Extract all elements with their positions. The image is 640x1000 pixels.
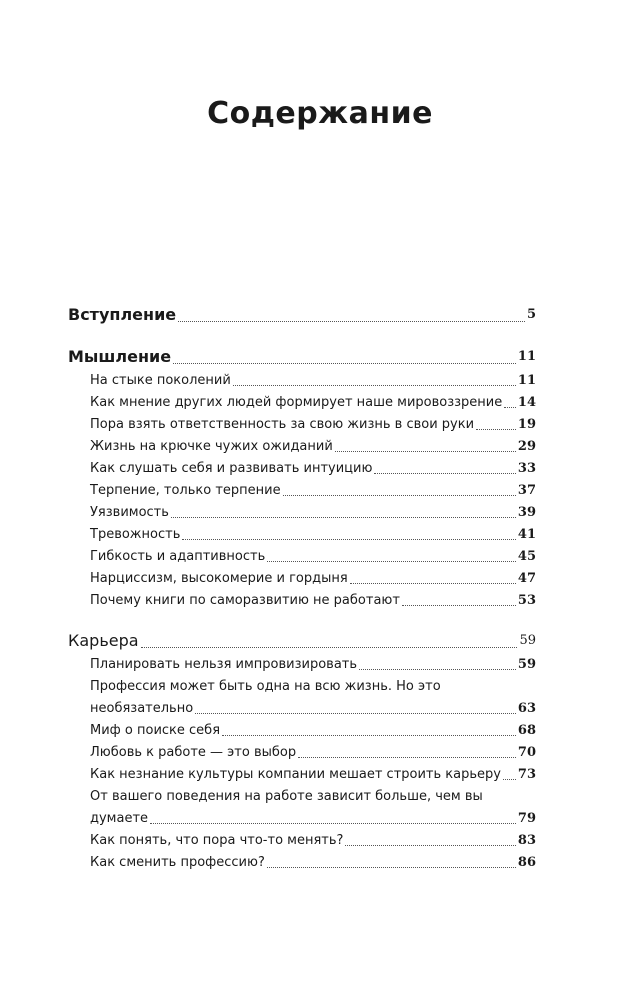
dot-leader	[298, 757, 516, 758]
dot-leader	[335, 451, 516, 452]
page-number: 11	[517, 349, 536, 364]
dot-leader	[345, 845, 515, 846]
page-title: Содержание	[207, 96, 433, 131]
page-number: 45	[517, 549, 536, 564]
page-number: 79	[517, 811, 536, 826]
page-number: 11	[517, 373, 536, 388]
toc-entry[interactable]	[68, 830, 536, 852]
table-of-contents	[68, 302, 536, 890]
toc-entry[interactable]	[68, 852, 536, 874]
page-number: 68	[517, 723, 536, 738]
dot-leader	[476, 429, 516, 430]
toc-chapter-entry[interactable]	[68, 628, 536, 654]
page-number: 59	[519, 633, 536, 648]
dot-leader	[503, 779, 516, 780]
chapter-title: Карьера	[68, 631, 139, 650]
toc-entry[interactable]	[68, 502, 536, 524]
dot-leader	[233, 385, 516, 386]
page-number: 41	[517, 527, 536, 542]
dot-leader	[374, 473, 516, 474]
toc-entry[interactable]	[68, 590, 536, 612]
entry-title: Почему книги по саморазвитию не работают	[90, 593, 400, 608]
dot-leader	[141, 647, 518, 648]
entry-title: Тревожность	[90, 527, 181, 542]
toc-entry[interactable]	[68, 698, 536, 720]
page-number: 19	[517, 417, 536, 432]
entry-title: От вашего поведения на работе зависит больше, чем вы	[90, 789, 483, 804]
page-number: 47	[517, 571, 536, 586]
toc-entry[interactable]	[68, 654, 536, 676]
dot-leader	[267, 867, 516, 868]
page-number: 29	[517, 439, 536, 454]
toc-entry[interactable]	[68, 436, 536, 458]
entry-title: Жизнь на крючке чужих ожиданий	[90, 439, 333, 454]
page-number: 37	[517, 483, 536, 498]
page-number: 53	[517, 593, 536, 608]
entry-title: На стыке поколений	[90, 373, 231, 388]
dot-leader	[182, 539, 516, 540]
dot-leader	[150, 823, 516, 824]
entry-title: Планировать нельзя импровизировать	[90, 657, 358, 672]
toc-entry[interactable]	[68, 524, 536, 546]
entry-title: Как понять, что пора что-то менять?	[90, 833, 344, 848]
entry-title: Пора взять ответственность за свою жизнь в свои руки	[90, 417, 475, 432]
toc-entry[interactable]	[68, 458, 536, 480]
entry-title: Нарциссизм, высокомерие и гордыня	[90, 571, 348, 586]
entry-title: Миф о поиске себя	[90, 723, 221, 738]
dot-leader	[173, 363, 516, 364]
toc-entry-first-line[interactable]	[68, 676, 536, 698]
dot-leader	[171, 517, 516, 518]
entry-title: Как сменить профессию?	[90, 855, 265, 870]
toc-entry[interactable]	[68, 742, 536, 764]
page-number: 14	[517, 395, 536, 410]
dot-leader	[283, 495, 516, 496]
entry-title: Профессия может быть одна на всю жизнь. Но это	[90, 679, 441, 694]
toc-chapter-entry[interactable]	[68, 302, 536, 328]
dot-leader	[350, 583, 516, 584]
entry-title: Терпение, только терпение	[90, 483, 281, 498]
entry-title: Гибкость и адаптивность	[90, 549, 266, 564]
dot-leader	[222, 735, 516, 736]
page-number: 5	[526, 307, 536, 322]
dot-leader	[359, 669, 516, 670]
toc-entry[interactable]	[68, 568, 536, 590]
entry-title: Любовь к работе — это выбор	[90, 745, 297, 760]
entry-title: Как слушать себя и развивать интуицию	[90, 461, 373, 476]
toc-section	[68, 344, 536, 612]
toc-chapter-entry[interactable]	[68, 344, 536, 370]
page-number: 33	[517, 461, 536, 476]
toc-entry[interactable]	[68, 370, 536, 392]
toc-entry[interactable]	[68, 764, 536, 786]
toc-entry[interactable]	[68, 414, 536, 436]
page-number: 70	[517, 745, 536, 760]
toc-entry[interactable]	[68, 720, 536, 742]
toc-entry[interactable]	[68, 546, 536, 568]
dot-leader	[267, 561, 516, 562]
entry-title: необязательно	[90, 701, 194, 716]
entry-title: Как мнение других людей формирует наше мировоззрение	[90, 395, 503, 410]
entry-title: Уязвимость	[90, 505, 169, 520]
page-number: 59	[517, 657, 536, 672]
entry-title: думаете	[90, 811, 149, 826]
toc-section	[68, 302, 536, 328]
page-number: 73	[517, 767, 536, 782]
dot-leader	[195, 713, 516, 714]
chapter-title: Вступление	[68, 305, 177, 324]
toc-entry[interactable]	[68, 480, 536, 502]
dot-leader	[402, 605, 516, 606]
toc-section	[68, 628, 536, 874]
page-number: 83	[517, 833, 536, 848]
page-number: 86	[517, 855, 536, 870]
toc-entry-first-line[interactable]	[68, 786, 536, 808]
dot-leader	[178, 321, 525, 322]
dot-leader	[504, 407, 516, 408]
entry-title: Как незнание культуры компании мешает строить карьеру	[90, 767, 501, 782]
page-number: 63	[517, 701, 536, 716]
chapter-title: Мышление	[68, 347, 172, 366]
page-number: 39	[517, 505, 536, 520]
toc-entry[interactable]	[68, 392, 536, 414]
toc-entry[interactable]	[68, 808, 536, 830]
